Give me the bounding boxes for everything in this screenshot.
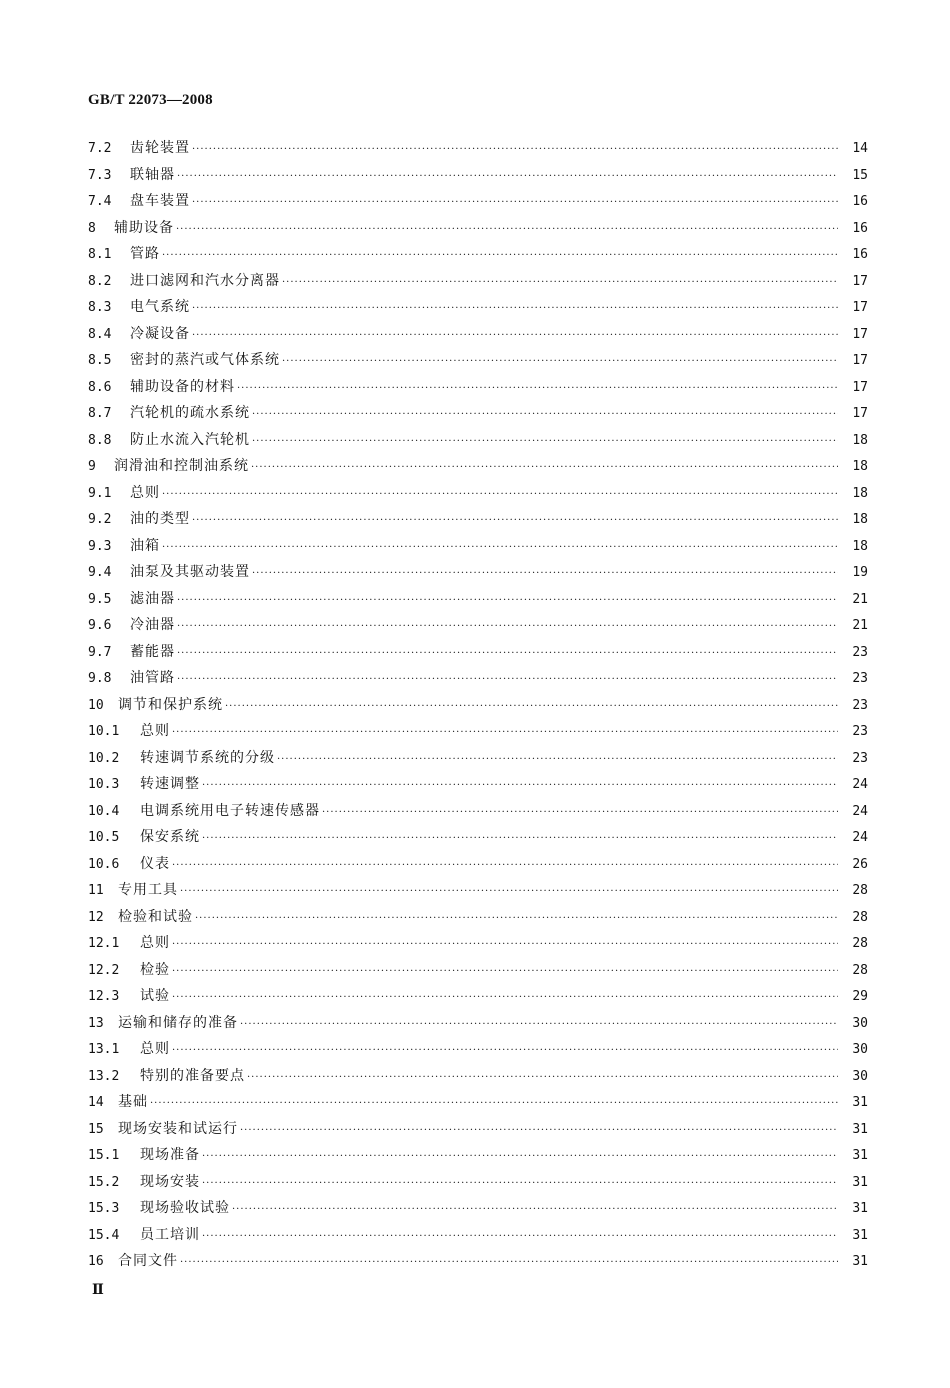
toc-entry-title: 辅助设备 bbox=[114, 219, 174, 236]
toc-entry-number: 9.2 bbox=[88, 512, 112, 527]
toc-entry-title: 基础 bbox=[118, 1094, 148, 1110]
toc-entry-title: 运输和储存的准备 bbox=[118, 1014, 238, 1031]
toc-entry[interactable] bbox=[88, 798, 868, 825]
toc-entry[interactable] bbox=[88, 718, 868, 745]
toc-entry-number: 15 bbox=[88, 1121, 104, 1137]
toc-entry-page: 31 bbox=[852, 1227, 868, 1243]
toc-entry-number: 9.3 bbox=[88, 538, 112, 554]
toc-entry-page: 31 bbox=[852, 1254, 868, 1269]
toc-dot-leader bbox=[176, 217, 838, 244]
toc-entry-title: 电气系统 bbox=[130, 299, 190, 315]
toc-entry-number: 12.1 bbox=[88, 936, 120, 951]
toc-dot-leader bbox=[192, 137, 838, 164]
toc-dot-leader bbox=[177, 614, 838, 641]
toc-entry[interactable] bbox=[88, 771, 868, 798]
toc-entry[interactable] bbox=[88, 612, 868, 639]
toc-entry[interactable] bbox=[88, 877, 868, 904]
toc-entry-number: 8.2 bbox=[88, 273, 112, 289]
toc-entry-page: 18 bbox=[852, 512, 868, 527]
toc-entry[interactable] bbox=[88, 904, 868, 931]
toc-entry-number: 12.2 bbox=[88, 962, 120, 978]
toc-entry-title: 总则 bbox=[130, 484, 160, 501]
toc-entry[interactable] bbox=[88, 1010, 868, 1037]
toc-entry[interactable] bbox=[88, 162, 868, 189]
toc-entry-page: 15 bbox=[852, 167, 868, 183]
toc-entry[interactable] bbox=[88, 215, 868, 242]
toc-entry-title: 转速调节系统的分级 bbox=[140, 749, 275, 766]
toc-entry[interactable] bbox=[88, 1063, 868, 1090]
toc-dot-leader bbox=[177, 641, 838, 668]
toc-entry-page: 17 bbox=[852, 406, 868, 421]
toc-entry[interactable] bbox=[88, 347, 868, 374]
toc-dot-leader bbox=[282, 349, 838, 376]
toc-dot-leader bbox=[172, 932, 838, 959]
toc-dot-leader bbox=[150, 1091, 838, 1118]
toc-dot-leader bbox=[202, 1144, 838, 1171]
toc-entry-page: 24 bbox=[852, 803, 868, 819]
toc-entry-title: 检验和试验 bbox=[118, 908, 193, 925]
toc-entry-title: 联轴器 bbox=[130, 166, 175, 183]
toc-dot-leader bbox=[192, 296, 838, 323]
toc-entry-page: 31 bbox=[852, 1121, 868, 1137]
toc-dot-leader bbox=[180, 1250, 838, 1277]
toc-entry-title: 调节和保护系统 bbox=[118, 696, 223, 713]
toc-entry-page: 26 bbox=[852, 856, 868, 872]
toc-dot-leader bbox=[202, 1224, 838, 1251]
toc-entry[interactable] bbox=[88, 1089, 868, 1116]
table-of-contents bbox=[88, 135, 868, 1275]
toc-entry[interactable] bbox=[88, 824, 868, 851]
toc-entry[interactable] bbox=[88, 851, 868, 878]
toc-entry-title: 保安系统 bbox=[140, 829, 200, 845]
toc-entry-number: 7.3 bbox=[88, 167, 112, 183]
toc-dot-leader bbox=[172, 1038, 838, 1065]
toc-entry-page: 28 bbox=[852, 883, 868, 898]
document-code: GB/T 22073—2008 bbox=[88, 92, 213, 108]
toc-entry-number: 13 bbox=[88, 1015, 104, 1031]
toc-entry-title: 防止水流入汽轮机 bbox=[130, 431, 250, 448]
toc-entry-number: 8.6 bbox=[88, 379, 112, 395]
toc-entry-page: 17 bbox=[852, 300, 868, 315]
toc-entry-title: 特别的准备要点 bbox=[140, 1067, 245, 1084]
toc-entry-page: 17 bbox=[852, 379, 868, 395]
toc-entry-page: 31 bbox=[852, 1174, 868, 1190]
toc-entry-number: 10.6 bbox=[88, 856, 120, 872]
toc-entry[interactable] bbox=[88, 427, 868, 454]
toc-entry-page: 24 bbox=[852, 777, 868, 792]
toc-entry-number: 10 bbox=[88, 697, 104, 713]
toc-entry-title: 总则 bbox=[140, 723, 170, 739]
toc-entry-page: 18 bbox=[852, 459, 868, 474]
toc-entry-title: 润滑油和控制油系统 bbox=[114, 458, 249, 474]
toc-entry-number: 13.1 bbox=[88, 1042, 120, 1057]
toc-dot-leader bbox=[247, 1065, 838, 1092]
toc-dot-leader bbox=[277, 747, 838, 774]
toc-entry-number: 8.1 bbox=[88, 247, 112, 262]
toc-entry-page: 21 bbox=[852, 591, 868, 607]
toc-entry-page: 18 bbox=[852, 485, 868, 501]
toc-entry-page: 28 bbox=[852, 909, 868, 925]
toc-entry-title: 油泵及其驱动装置 bbox=[130, 564, 250, 580]
toc-entry-number: 13.2 bbox=[88, 1068, 120, 1084]
toc-dot-leader bbox=[192, 508, 838, 535]
toc-entry-number: 7.2 bbox=[88, 141, 112, 156]
toc-entry-title: 仪表 bbox=[140, 855, 170, 872]
toc-entry[interactable] bbox=[88, 400, 868, 427]
toc-entry-number: 12.3 bbox=[88, 989, 120, 1004]
toc-dot-leader bbox=[172, 959, 838, 986]
toc-entry-page: 16 bbox=[852, 247, 868, 262]
toc-dot-leader bbox=[202, 773, 838, 800]
toc-entry[interactable] bbox=[88, 135, 868, 162]
toc-entry-page: 17 bbox=[852, 326, 868, 342]
toc-dot-leader bbox=[252, 429, 838, 456]
toc-entry-title: 检验 bbox=[140, 961, 170, 978]
toc-entry-title: 总则 bbox=[140, 935, 170, 951]
toc-entry-title: 进口滤网和汽水分离器 bbox=[130, 272, 280, 289]
toc-entry-page: 30 bbox=[852, 1015, 868, 1031]
toc-entry-number: 9 bbox=[88, 459, 96, 474]
toc-entry[interactable] bbox=[88, 957, 868, 984]
page-header bbox=[88, 92, 213, 109]
toc-dot-leader bbox=[180, 879, 838, 906]
toc-entry[interactable] bbox=[88, 533, 868, 560]
toc-entry-title: 合同文件 bbox=[118, 1253, 178, 1269]
toc-dot-leader bbox=[172, 720, 838, 747]
toc-entry[interactable] bbox=[88, 321, 868, 348]
toc-entry-page: 28 bbox=[852, 936, 868, 951]
toc-dot-leader bbox=[251, 455, 838, 482]
toc-entry[interactable] bbox=[88, 241, 868, 268]
toc-entry-title: 滤油器 bbox=[130, 590, 175, 607]
toc-entry-number: 10.1 bbox=[88, 724, 120, 739]
toc-entry-page: 17 bbox=[852, 353, 868, 368]
toc-dot-leader bbox=[177, 164, 838, 191]
toc-entry[interactable] bbox=[88, 294, 868, 321]
toc-dot-leader bbox=[162, 482, 838, 509]
toc-entry[interactable] bbox=[88, 639, 868, 666]
toc-entry-page: 31 bbox=[852, 1201, 868, 1216]
page-number: Ⅱ bbox=[92, 1283, 104, 1298]
toc-entry[interactable] bbox=[88, 930, 868, 957]
toc-entry-number: 9.8 bbox=[88, 671, 112, 686]
toc-entry[interactable] bbox=[88, 374, 868, 401]
toc-entry-title: 现场验收试验 bbox=[140, 1200, 230, 1216]
toc-entry[interactable] bbox=[88, 268, 868, 295]
toc-entry-page: 17 bbox=[852, 273, 868, 289]
toc-entry-title: 油管路 bbox=[130, 670, 175, 686]
toc-entry-title: 密封的蒸汽或气体系统 bbox=[130, 352, 280, 368]
toc-entry-number: 16 bbox=[88, 1254, 104, 1269]
toc-entry-title: 油的类型 bbox=[130, 511, 190, 527]
toc-entry-page: 23 bbox=[852, 697, 868, 713]
toc-entry[interactable] bbox=[88, 188, 868, 215]
toc-entry-title: 汽轮机的疏水系统 bbox=[130, 405, 250, 421]
toc-entry[interactable] bbox=[88, 1142, 868, 1169]
toc-entry-number: 15.1 bbox=[88, 1148, 120, 1163]
toc-entry-title: 现场安装 bbox=[140, 1173, 200, 1190]
toc-entry[interactable] bbox=[88, 1195, 868, 1222]
toc-entry-title: 辅助设备的材料 bbox=[130, 378, 235, 395]
toc-entry-number: 8.4 bbox=[88, 326, 112, 342]
toc-entry-page: 23 bbox=[852, 750, 868, 766]
toc-dot-leader bbox=[195, 906, 838, 933]
toc-entry-title: 现场安装和试运行 bbox=[118, 1120, 238, 1137]
toc-entry-number: 9.4 bbox=[88, 565, 112, 580]
toc-dot-leader bbox=[177, 667, 838, 694]
toc-entry-page: 28 bbox=[852, 962, 868, 978]
toc-dot-leader bbox=[240, 1118, 838, 1145]
toc-entry[interactable] bbox=[88, 745, 868, 772]
toc-entry-page: 23 bbox=[852, 671, 868, 686]
toc-entry-title: 电调系统用电子转速传感器 bbox=[140, 802, 320, 819]
toc-entry-title: 盘车装置 bbox=[130, 193, 190, 209]
toc-entry-title: 齿轮装置 bbox=[130, 140, 190, 156]
toc-entry-page: 23 bbox=[852, 644, 868, 660]
toc-entry-number: 10.5 bbox=[88, 830, 120, 845]
toc-entry-page: 23 bbox=[852, 724, 868, 739]
toc-entry-page: 31 bbox=[852, 1148, 868, 1163]
toc-entry[interactable] bbox=[88, 1169, 868, 1196]
toc-entry[interactable] bbox=[88, 1116, 868, 1143]
toc-entry[interactable] bbox=[88, 586, 868, 613]
toc-entry[interactable] bbox=[88, 983, 868, 1010]
toc-entry-page: 30 bbox=[852, 1042, 868, 1057]
toc-entry-title: 管路 bbox=[130, 246, 160, 262]
toc-entry-title: 试验 bbox=[140, 988, 170, 1004]
toc-dot-leader bbox=[202, 1171, 838, 1198]
toc-entry-title: 冷凝设备 bbox=[130, 325, 190, 342]
toc-entry-number: 7.4 bbox=[88, 194, 112, 209]
toc-entry[interactable] bbox=[88, 1036, 868, 1063]
toc-entry[interactable] bbox=[88, 480, 868, 507]
toc-dot-leader bbox=[172, 985, 838, 1012]
toc-entry[interactable] bbox=[88, 559, 868, 586]
toc-dot-leader bbox=[177, 588, 838, 615]
toc-entry-title: 蓄能器 bbox=[130, 643, 175, 660]
toc-entry-page: 18 bbox=[852, 538, 868, 554]
toc-entry-page: 21 bbox=[852, 618, 868, 633]
toc-entry-title: 专用工具 bbox=[118, 882, 178, 898]
toc-entry-title: 冷油器 bbox=[130, 617, 175, 633]
page-footer bbox=[92, 1282, 104, 1299]
toc-entry-page: 31 bbox=[852, 1095, 868, 1110]
toc-entry-number: 10.3 bbox=[88, 777, 120, 792]
toc-entry-number: 10.2 bbox=[88, 750, 120, 766]
toc-dot-leader bbox=[162, 243, 838, 270]
toc-entry-number: 8 bbox=[88, 220, 96, 236]
toc-entry[interactable] bbox=[88, 1222, 868, 1249]
toc-entry[interactable] bbox=[88, 665, 868, 692]
toc-entry-number: 15.3 bbox=[88, 1201, 120, 1216]
toc-dot-leader bbox=[252, 402, 838, 429]
toc-entry-page: 16 bbox=[852, 194, 868, 209]
toc-entry-title: 现场准备 bbox=[140, 1147, 200, 1163]
toc-entry[interactable] bbox=[88, 506, 868, 533]
toc-dot-leader bbox=[322, 800, 838, 827]
toc-entry-page: 30 bbox=[852, 1068, 868, 1084]
toc-entry-number: 9.6 bbox=[88, 618, 112, 633]
toc-entry-number: 9.1 bbox=[88, 485, 112, 501]
toc-entry-number: 10.4 bbox=[88, 803, 120, 819]
toc-entry-number: 9.7 bbox=[88, 644, 112, 660]
toc-entry-number: 11 bbox=[88, 883, 104, 898]
toc-entry[interactable] bbox=[88, 1248, 868, 1275]
toc-entry[interactable] bbox=[88, 453, 868, 480]
toc-entry-number: 9.5 bbox=[88, 591, 112, 607]
toc-dot-leader bbox=[240, 1012, 838, 1039]
toc-dot-leader bbox=[192, 323, 838, 350]
toc-entry-number: 8.5 bbox=[88, 353, 112, 368]
toc-entry-number: 15.2 bbox=[88, 1174, 120, 1190]
toc-dot-leader bbox=[282, 270, 838, 297]
toc-entry-number: 14 bbox=[88, 1095, 104, 1110]
toc-entry-page: 14 bbox=[852, 141, 868, 156]
toc-dot-leader bbox=[192, 190, 838, 217]
toc-entry-title: 油箱 bbox=[130, 537, 160, 554]
toc-dot-leader bbox=[172, 853, 838, 880]
toc-entry-title: 总则 bbox=[140, 1041, 170, 1057]
toc-entry-number: 15.4 bbox=[88, 1227, 120, 1243]
toc-entry-page: 29 bbox=[852, 989, 868, 1004]
toc-entry-number: 8.7 bbox=[88, 406, 112, 421]
toc-entry-page: 16 bbox=[852, 220, 868, 236]
toc-entry-page: 24 bbox=[852, 830, 868, 845]
toc-entry-title: 员工培训 bbox=[140, 1226, 200, 1243]
toc-dot-leader bbox=[252, 561, 838, 588]
toc-entry-title: 转速调整 bbox=[140, 776, 200, 792]
toc-entry[interactable] bbox=[88, 692, 868, 719]
toc-entry-number: 8.8 bbox=[88, 432, 112, 448]
toc-dot-leader bbox=[162, 535, 838, 562]
toc-dot-leader bbox=[225, 694, 838, 721]
toc-entry-number: 12 bbox=[88, 909, 104, 925]
toc-dot-leader bbox=[232, 1197, 838, 1224]
toc-entry-page: 19 bbox=[852, 565, 868, 580]
toc-entry-page: 18 bbox=[852, 432, 868, 448]
toc-dot-leader bbox=[237, 376, 838, 403]
toc-dot-leader bbox=[202, 826, 838, 853]
toc-entry-number: 8.3 bbox=[88, 300, 112, 315]
